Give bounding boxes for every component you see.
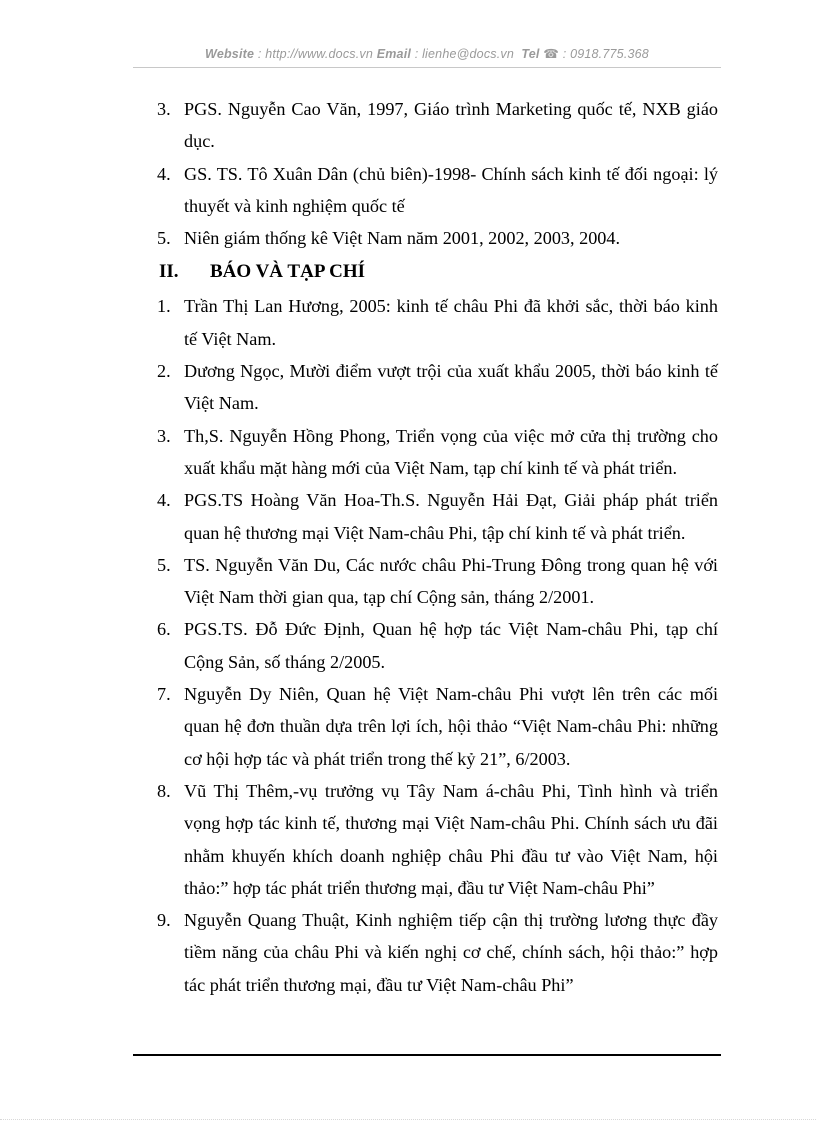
reference-text: PGS.TS Hoàng Văn Hoa-Th.S. Nguyễn Hải Đạt, Giải pháp phát triển quan hệ thương mại Việt Nam-châu Phi, tập chí kinh tế và phát triển. [184,490,718,543]
reference-text: Nguyễn Dy Niên, Quan hệ Việt Nam-châu Phi vượt lên trên các mối quan hệ đơn thuần dựa trên lợi ích, hội thảo “Việt Nam-châu Phi: những cơ hội hợp tác và phát triển trong thế kỷ 21”, 6/2003. [184,684,718,769]
reference-item [157,613,718,678]
reference-item [157,484,718,549]
section-number: II. [159,261,179,283]
phone-icon: ☎ [543,47,560,61]
reference-text: Nguyễn Quang Thuật, Kinh nghiệm tiếp cận thị trường lương thực đầy tiềm năng của châu Phi và kiến nghị cơ chế, chính sách, hội thảo:” hợp tác phát triển thương mại, đầu tư Việt Nam-châu Phi” [184,910,718,995]
reference-text: Trần Thị Lan Hương, 2005: kinh tế châu Phi đã khởi sắc, thời báo kinh tế Việt Nam. [184,296,718,349]
reference-number: 4. [157,490,171,511]
reference-number: 1. [157,296,171,317]
reference-number: 7. [157,684,171,705]
reference-item [157,93,718,158]
reference-text: Dương Ngọc, Mười điểm vượt trội của xuất khẩu 2005, thời báo kinh tế Việt Nam. [184,361,718,414]
reference-text: Th,S. Nguyễn Hồng Phong, Triển vọng của việc mở cửa thị trường cho xuất khẩu mặt hàng mới của Việt Nam, tạp chí kinh tế và phát triển. [184,425,718,478]
page-header: Website : http://www.docs.vn Email : lienhe@docs.vn Tel ☎ : 0918.775.368 [205,47,649,61]
reference-item [157,775,718,904]
website-label: Website [205,47,255,61]
footer-divider [133,1054,721,1056]
reference-number: 2. [157,361,171,382]
reference-item [157,549,718,614]
reference-text: Vũ Thị Thêm,-vụ trưởng vụ Tây Nam á-châu Phi, Tình hình và triển vọng hợp tác kinh tế, thương mại Việt Nam-châu Phi. Chính sách ưu đãi nhằm khuyến khích doanh nghiệp châu Phi đầu tư vào Việt Nam, hội thảo:” hợp tác phát triển thương mại, đầu tư Việt Nam-châu Phi” [184,780,718,898]
reference-number: 5. [157,228,171,249]
document-body [157,93,718,1001]
reference-text: Niên giám thống kê Việt Nam năm 2001, 2002, 2003, 2004. [184,228,621,249]
reference-item [157,904,718,1001]
reference-number: 6. [157,619,171,640]
reference-number: 8. [157,780,171,801]
reference-text: PGS. Nguyễn Cao Văn, 1997, Giáo trình Marketing quốc tế, NXB giáo dục. [184,99,718,152]
reference-list-books [157,93,718,254]
reference-number: 5. [157,554,171,575]
reference-item [157,420,718,485]
reference-item [157,678,718,775]
reference-list-press [157,290,718,1001]
reference-text: GS. TS. Tô Xuân Dân (chủ biên)-1998- Chính sách kinh tế đối ngoại: lý thuyết và kinh nghiệm quốc tế [184,163,718,216]
section-title: BÁO VÀ TẠP CHÍ [210,261,366,283]
tel-label: Tel [521,47,540,61]
reference-text: PGS.TS. Đỗ Đức Định, Quan hệ hợp tác Việt Nam-châu Phi, tạp chí Cộng Sản, số tháng 2/2005. [184,619,718,672]
reference-item [157,222,718,254]
email-address[interactable]: lienhe@docs.vn [422,47,515,61]
section-heading [157,254,718,290]
header-divider [133,67,721,68]
reference-item [157,158,718,223]
reference-item [157,355,718,420]
reference-text: TS. Nguyễn Văn Du, Các nước châu Phi-Trung Đông trong quan hệ với Việt Nam thời gian qua, tạp chí Cộng sản, tháng 2/2001. [184,554,718,608]
website-url[interactable]: http://www.docs.vn [265,47,373,61]
email-label: Email [376,47,412,61]
reference-number: 3. [157,425,171,446]
reference-number: 4. [157,163,171,184]
reference-item [157,290,718,355]
reference-number: 9. [157,910,171,931]
reference-number: 3. [157,99,171,119]
tel-number: 0918.775.368 [570,47,649,61]
page-edge [0,1119,816,1120]
